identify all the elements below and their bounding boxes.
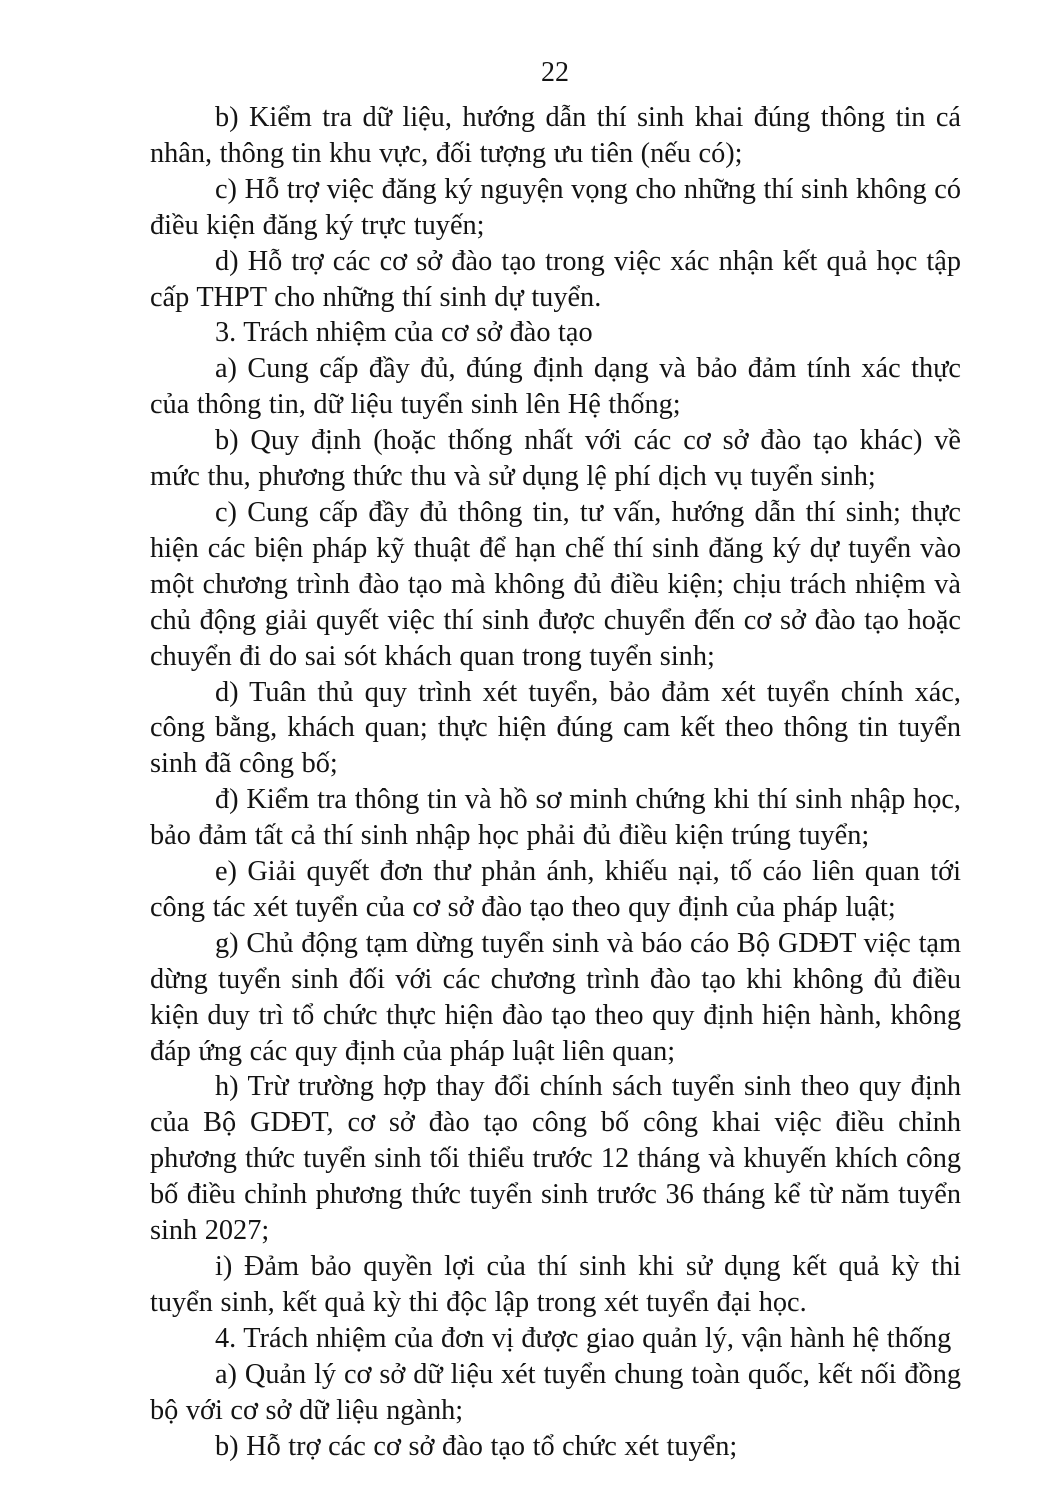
paragraph-3: 3. Trách nhiệm của cơ sở đào tạo [215,317,593,349]
paragraph-0: b) Kiểm tra dữ liệu, hướng dẫn thí sinh khai đúng thông tin cá nhân, thông tin khu vực, đối tượng ưu tiên (nếu có); [150,102,961,169]
paragraph-11: h) Trừ trường hợp thay đổi chính sách tuyển sinh theo quy định của Bộ GDĐT, cơ sở đào tạo công bố công khai việc điều chỉnh phương thức tuyển sinh tối thiểu trước 12 tháng và khuyến khích công bố điều chỉnh phương thức tuyển sinh trước 36 tháng kể từ năm tuyển sinh 2027; [150,1071,961,1247]
paragraph-14: a) Quản lý cơ sở dữ liệu xét tuyển chung toàn quốc, kết nối đồng bộ với cơ sở dữ liệu ngành; [150,1358,961,1426]
paragraph-5: b) Quy định (hoặc thống nhất với các cơ sở đào tạo khác) về mức thu, phương thức thu và sử dụng lệ phí dịch vụ tuyển sinh; [150,425,961,493]
paragraph-7: d) Tuân thủ quy trình xét tuyển, bảo đảm xét tuyển chính xác, công bằng, khách quan; thực hiện đúng cam kết theo thông tin tuyển sinh đã công bố; [150,676,961,780]
paragraph-8: đ) Kiểm tra thông tin và hồ sơ minh chứng khi thí sinh nhập học, bảo đảm tất cả thí sinh nhập học phải đủ điều kiện trúng tuyển; [150,784,961,852]
paragraph-13: 4. Trách nhiệm của đơn vị được giao quản lý, vận hành hệ thống [215,1322,952,1354]
paragraph-2: d) Hỗ trợ các cơ sở đào tạo trong việc xác nhận kết quả học tập cấp THPT cho những thí sinh dự tuyển. [150,245,961,313]
paragraph-1: c) Hỗ trợ việc đăng ký nguyện vọng cho những thí sinh không có điều kiện đăng ký trực tuyến; [150,173,961,241]
document-body [150,100,961,1464]
paragraph-10: g) Chủ động tạm dừng tuyển sinh và báo cáo Bộ GDĐT việc tạm dừng tuyển sinh đối với các chương trình đào tạo khi không đủ điều kiện duy trì tổ chức thực hiện đào tạo theo quy định hiện hành, không đáp ứng các quy định của pháp luật liên quan; [150,927,961,1067]
paragraph-6: c) Cung cấp đầy đủ thông tin, tư vấn, hướng dẫn thí sinh; thực hiện các biện pháp kỹ thuật để hạn chế thí sinh đăng ký dự tuyển vào một chương trình đào tạo mà không đủ điều kiện; chịu trách nhiệm và chủ động giải quyết việc thí sinh được chuyển đến cơ sở đào tạo hoặc chuyển đi do sai sót khách quan trong tuyển sinh; [150,496,961,672]
page-number: 22 [541,57,569,88]
paragraph-4: a) Cung cấp đầy đủ, đúng định dạng và bảo đảm tính xác thực của thông tin, dữ liệu tuyển sinh lên Hệ thống; [150,353,961,421]
paragraph-9: e) Giải quyết đơn thư phản ánh, khiếu nại, tố cáo liên quan tới công tác xét tuyển của cơ sở đào tạo theo quy định của pháp luật; [150,856,961,923]
paragraph-15: b) Hỗ trợ các cơ sở đào tạo tổ chức xét tuyển; [215,1430,738,1462]
paragraph-12: i) Đảm bảo quyền lợi của thí sinh khi sử dụng kết quả kỳ thi tuyển sinh, kết quả kỳ thi độc lập trong xét tuyển đại học. [150,1251,961,1318]
